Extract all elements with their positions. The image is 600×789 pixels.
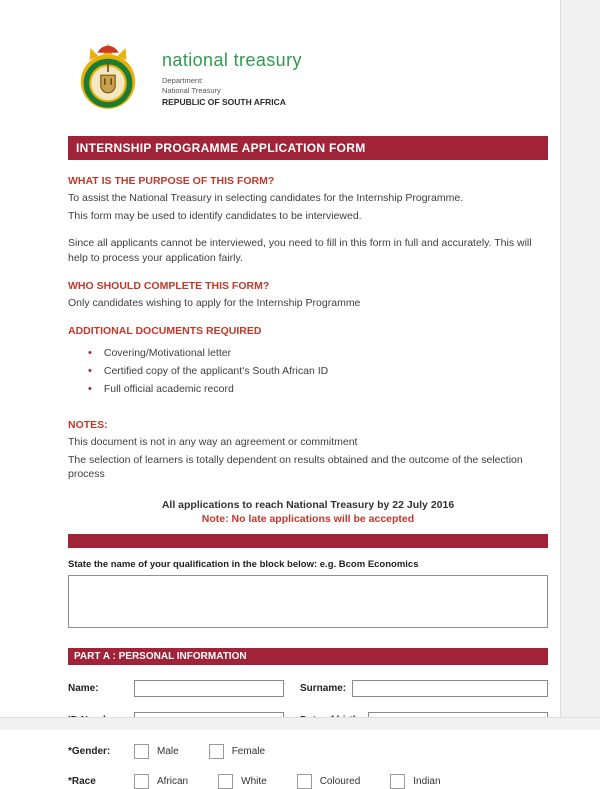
who-heading: WHO SHOULD COMPLETE THIS FORM? — [68, 279, 270, 292]
page-edge-bottom — [0, 717, 600, 730]
part-a-banner: PART A : PERSONAL INFORMATION — [68, 648, 548, 665]
document-item-label: Covering/Motivational letter — [103, 346, 232, 359]
department-name: National Treasury — [162, 85, 221, 95]
header — [68, 40, 548, 120]
bullet-icon: • — [88, 364, 92, 377]
name-label: Name: — [68, 683, 99, 695]
list-item — [88, 383, 548, 395]
race-option-indian — [390, 774, 440, 789]
who-line: Only candidates wishing to apply for the Internship Programme — [68, 296, 361, 309]
african-checkbox[interactable] — [134, 774, 149, 789]
surname-input[interactable] — [352, 680, 548, 697]
purpose-line-2: This form may be used to identify candidates to be interviewed. — [68, 210, 362, 223]
notes-line-1: This document is not in any way an agreement or commitment — [68, 435, 358, 448]
list-item — [88, 365, 548, 377]
surname-label: Surname: — [300, 683, 347, 695]
white-checkbox[interactable] — [218, 774, 233, 789]
document-item-label: Certified copy of the applicant's South African ID — [103, 364, 329, 377]
male-checkbox[interactable] — [134, 744, 149, 759]
list-item — [88, 347, 548, 359]
bullet-icon: • — [88, 382, 92, 395]
page-edge-right — [560, 0, 600, 730]
female-label: Female — [231, 746, 266, 758]
qualification-input-box[interactable] — [68, 575, 548, 628]
documents-list — [88, 347, 548, 395]
name-input[interactable] — [134, 680, 284, 697]
indian-label: Indian — [413, 776, 441, 788]
documents-heading: ADDITIONAL DOCUMENTS REQUIRED — [68, 324, 262, 337]
race-option-african — [134, 774, 188, 789]
female-checkbox[interactable] — [209, 744, 224, 759]
race-option-coloured — [297, 774, 361, 789]
race-row — [68, 774, 548, 789]
deadline-note: Note: No late applications will be accepted — [201, 513, 415, 526]
coloured-label: Coloured — [319, 776, 361, 788]
coat-of-arms-logo — [68, 40, 148, 120]
deadline-line: All applications to reach National Treasury by 22 July 2016 — [161, 499, 455, 512]
gender-option-female — [209, 744, 265, 759]
qualification-label: State the name of your qualification in the block below: e.g. Bcom Economics — [68, 559, 419, 571]
brand-name: national treasury — [162, 50, 302, 70]
race-label: *Race — [68, 776, 96, 788]
race-option-white — [218, 774, 267, 789]
gender-row — [68, 744, 548, 759]
divider-bar — [68, 534, 548, 548]
indian-checkbox[interactable] — [390, 774, 405, 789]
bullet-icon: • — [88, 346, 92, 359]
notes-line-2: The selection of learners is totally dependent on results obtained and the outcome of the selection process — [68, 454, 523, 481]
male-label: Male — [157, 746, 179, 758]
notes-heading: NOTES: — [68, 418, 108, 431]
white-label: White — [241, 776, 267, 788]
coloured-checkbox[interactable] — [297, 774, 312, 789]
purpose-heading: WHAT IS THE PURPOSE OF THIS FORM? — [68, 175, 275, 187]
purpose-paragraph: Since all applicants cannot be interviewed, you need to fill in this form in full and accurately. This will help to process your application fairly. — [68, 237, 532, 264]
gender-label: *Gender: — [68, 746, 111, 758]
purpose-line-1: To assist the National Treasury in selecting candidates for the Internship Programme. — [68, 192, 464, 204]
country-name: REPUBLIC OF SOUTH AFRICA — [162, 96, 286, 107]
african-label: African — [157, 776, 189, 788]
name-surname-row — [68, 680, 548, 697]
gender-option-male — [134, 744, 179, 759]
document-item-label: Full official academic record — [103, 382, 234, 395]
department-label: Department: — [162, 76, 204, 85]
form-title-banner: INTERNSHIP PROGRAMME APPLICATION FORM — [68, 136, 548, 160]
